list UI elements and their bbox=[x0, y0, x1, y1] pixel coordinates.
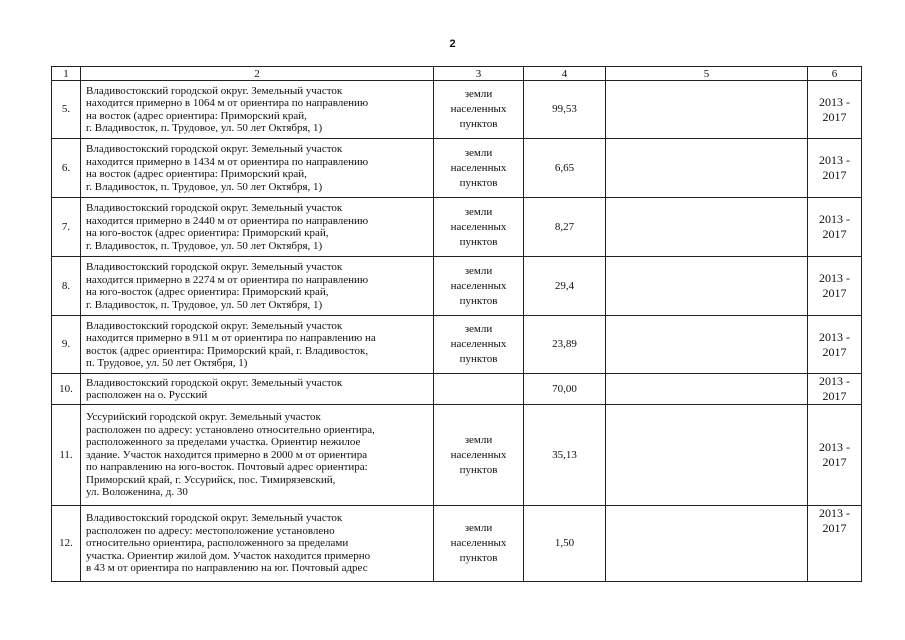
plot-area: 70,00 bbox=[524, 374, 606, 405]
description-line: расположен по адресу: установлено относительно ориентира, bbox=[86, 423, 375, 436]
table-row bbox=[52, 316, 862, 374]
period-line: 2017 bbox=[822, 227, 847, 241]
period-line: 2013 - bbox=[819, 94, 850, 109]
header-col-6: 6 bbox=[808, 67, 862, 81]
description-line: Приморский край, г. Уссурийск, пос. Тимирязевский, bbox=[86, 473, 336, 486]
plot-description bbox=[81, 198, 434, 257]
description-line: по направлению на юго-восток. Почтовый адрес ориентира: bbox=[86, 461, 368, 474]
row-number: 6. bbox=[52, 139, 81, 198]
plot-description bbox=[81, 257, 434, 316]
plot-description bbox=[81, 374, 434, 405]
header-col-3: 3 bbox=[434, 67, 524, 81]
period-line: 2017 bbox=[822, 389, 847, 403]
description-line: здание. Участок находится примерно в 2000 м от ориентира bbox=[86, 448, 368, 461]
plot-area: 99,53 bbox=[524, 81, 606, 139]
description-line: г. Владивосток, п. Трудовое, ул. 50 лет Октября, 1) bbox=[86, 122, 323, 134]
col5-cell bbox=[606, 198, 808, 257]
period bbox=[808, 405, 862, 506]
description-line: на юго-восток (адрес ориентира: Приморский край, bbox=[86, 286, 329, 298]
period-line: 2013 - bbox=[819, 506, 850, 520]
description-line: находится примерно в 1064 м от ориентира по направлению bbox=[86, 97, 369, 109]
category-line: земли bbox=[464, 205, 493, 218]
plot-area: 35,13 bbox=[524, 405, 606, 506]
period-line: 2017 bbox=[822, 109, 847, 124]
plot-area: 29,4 bbox=[524, 257, 606, 316]
table-row bbox=[52, 257, 862, 316]
description-line: находится примерно в 2440 м от ориентира по направлению bbox=[86, 214, 369, 227]
plot-area: 8,27 bbox=[524, 198, 606, 257]
description-line: г. Владивосток, п. Трудовое, ул. 50 лет Октября, 1) bbox=[86, 298, 323, 311]
period-line: 2013 - bbox=[819, 271, 850, 285]
description-line: п. Трудовое, ул. 50 лет Октября, 1) bbox=[86, 357, 248, 369]
description-line: находится примерно в 1434 м от ориентира по направлению bbox=[86, 155, 369, 168]
plot-description bbox=[81, 139, 434, 198]
description-line: на восток (адрес ориентира: Приморский край, bbox=[86, 109, 307, 122]
category-line: земли bbox=[464, 146, 493, 159]
header-col-5: 5 bbox=[606, 67, 808, 81]
period bbox=[808, 506, 862, 582]
col5-cell bbox=[606, 506, 808, 582]
category-line: населенных bbox=[450, 103, 507, 115]
table-row bbox=[52, 81, 862, 139]
description-line: Уссурийский городской округ. Земельный участок bbox=[86, 411, 321, 424]
description-line: относительно ориентира, расположенного за пределами bbox=[86, 537, 349, 550]
table-row bbox=[52, 139, 862, 198]
header-col-2: 2 bbox=[81, 67, 434, 81]
land-category bbox=[434, 198, 524, 257]
category-line: населенных bbox=[450, 220, 507, 233]
description-line: на восток (адрес ориентира: Приморский край, bbox=[86, 168, 307, 180]
description-line: Владивостокский городской округ. Земельный участок bbox=[86, 261, 343, 273]
row-number: 7. bbox=[52, 198, 81, 257]
period-line: 2017 bbox=[822, 455, 847, 469]
category-line: земли bbox=[464, 323, 493, 335]
header-col-4: 4 bbox=[524, 67, 606, 81]
land-category bbox=[434, 316, 524, 374]
period-line: 2017 bbox=[822, 344, 847, 359]
land-category bbox=[434, 506, 524, 582]
category-line: пунктов bbox=[459, 176, 498, 189]
description-line: Владивостокский городской округ. Земельный участок bbox=[86, 143, 343, 155]
description-line: Владивостокский городской округ. Земельный участок bbox=[86, 319, 343, 332]
row-number: 10. bbox=[52, 374, 81, 405]
page-number: 2 bbox=[449, 38, 456, 50]
description-line: расположенного за пределами участка. Ориентир нежилое bbox=[86, 436, 361, 449]
category-line: населенных bbox=[450, 448, 507, 461]
land-category bbox=[434, 139, 524, 198]
row-number: 12. bbox=[52, 506, 81, 582]
period-line: 2013 - bbox=[819, 153, 850, 167]
period bbox=[808, 139, 862, 198]
col5-cell bbox=[606, 81, 808, 139]
category-line: земли bbox=[464, 433, 493, 446]
land-category bbox=[434, 257, 524, 316]
period-line: 2013 - bbox=[819, 212, 850, 226]
period bbox=[808, 198, 862, 257]
category-line: пунктов bbox=[459, 294, 498, 307]
plot-description bbox=[81, 316, 434, 374]
description-line: Владивостокский городской округ. Земельный участок bbox=[86, 84, 343, 97]
land-category bbox=[434, 405, 524, 506]
table-row bbox=[52, 405, 862, 506]
category-line: земли bbox=[464, 522, 493, 534]
description-line: ул. Воложенина, д. 30 bbox=[86, 486, 188, 499]
header-row bbox=[52, 67, 862, 81]
land-plots-table bbox=[51, 66, 862, 582]
period bbox=[808, 316, 862, 374]
description-line: Владивостокский городской округ. Земельный участок bbox=[86, 202, 343, 214]
period bbox=[808, 257, 862, 316]
row-number: 8. bbox=[52, 257, 81, 316]
category-line: населенных bbox=[450, 537, 507, 549]
category-line: населенных bbox=[450, 161, 507, 174]
col5-cell bbox=[606, 139, 808, 198]
row-number: 5. bbox=[52, 81, 81, 139]
plot-description bbox=[81, 405, 434, 506]
category-line: пунктов bbox=[459, 118, 498, 130]
description-line: восток (адрес ориентира: Приморский край, г. Владивосток, bbox=[86, 344, 369, 357]
category-line: пунктов bbox=[459, 552, 498, 564]
description-line: Владивостокский городской округ. Земельный участок bbox=[86, 512, 343, 525]
header-col-1: 1 bbox=[52, 67, 81, 81]
description-line: Владивостокский городской округ. Земельный участок bbox=[86, 376, 343, 389]
description-line: г. Владивосток, п. Трудовое, ул. 50 лет Октября, 1) bbox=[86, 239, 323, 252]
period bbox=[808, 374, 862, 405]
plot-description bbox=[81, 81, 434, 139]
description-line: расположен по адресу: местоположение установлено bbox=[86, 524, 335, 537]
land-category bbox=[434, 81, 524, 139]
description-line: находится примерно в 911 м от ориентира по направлению на bbox=[86, 332, 376, 344]
table-body bbox=[52, 81, 862, 582]
description-line: г. Владивосток, п. Трудовое, ул. 50 лет Октября, 1) bbox=[86, 180, 323, 193]
description-line: находится примерно в 2274 м от ориентира по направлению bbox=[86, 273, 369, 286]
category-line: пунктов bbox=[459, 235, 498, 248]
category-line: населенных bbox=[450, 338, 507, 350]
period-line: 2017 bbox=[822, 286, 847, 300]
category-line: пунктов bbox=[459, 353, 498, 365]
plot-area: 23,89 bbox=[524, 316, 606, 374]
col5-cell bbox=[606, 405, 808, 506]
category-line: земли bbox=[464, 88, 493, 100]
plot-description bbox=[81, 506, 434, 582]
table-row bbox=[52, 198, 862, 257]
col5-cell bbox=[606, 374, 808, 405]
category-line: земли bbox=[464, 264, 493, 277]
period-line: 2017 bbox=[822, 168, 847, 182]
period bbox=[808, 81, 862, 139]
row-number: 11. bbox=[52, 405, 81, 506]
description-line: в 43 м от ориентира по направлению на юг. Почтовый адрес bbox=[86, 562, 368, 575]
description-line: участка. Ориентир жилой дом. Участок находится примерно bbox=[86, 549, 371, 562]
period-line: 2017 bbox=[822, 521, 847, 535]
period-line: 2013 - bbox=[819, 374, 850, 388]
row-number: 9. bbox=[52, 316, 81, 374]
period-line: 2013 - bbox=[819, 329, 850, 344]
description-line: расположен на о. Русский bbox=[86, 389, 208, 401]
plot-area: 6,65 bbox=[524, 139, 606, 198]
col5-cell bbox=[606, 316, 808, 374]
table-row bbox=[52, 374, 862, 405]
table-row bbox=[52, 506, 862, 582]
plot-area: 1,50 bbox=[524, 506, 606, 582]
description-line: на юго-восток (адрес ориентира: Приморский край, bbox=[86, 227, 329, 239]
col5-cell bbox=[606, 257, 808, 316]
period-line: 2013 - bbox=[819, 440, 850, 454]
land-category bbox=[434, 374, 524, 405]
category-line: населенных bbox=[450, 279, 507, 292]
category-line: пунктов bbox=[459, 463, 498, 476]
